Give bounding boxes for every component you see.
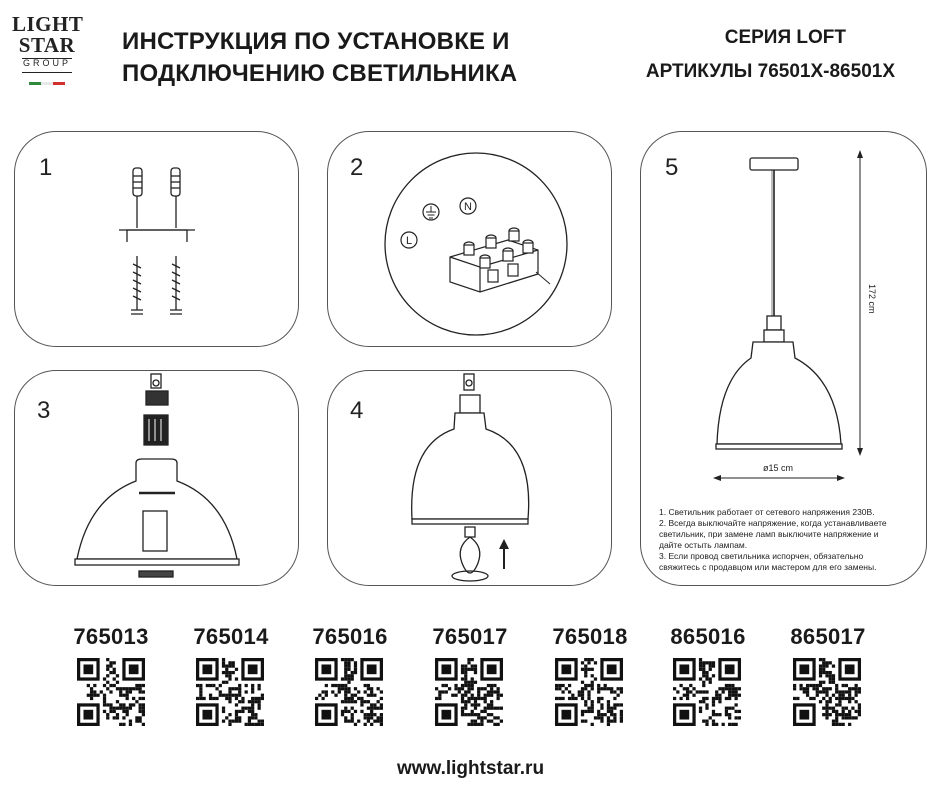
logo-text-group: GROUP bbox=[22, 58, 71, 68]
note-item: 1. Светильник работает от сетевого напряжения 230В. bbox=[659, 507, 875, 517]
qr-code-icon[interactable] bbox=[435, 658, 503, 726]
page-title bbox=[122, 26, 517, 90]
product-code: 765014 bbox=[193, 624, 269, 649]
socket-assembly-illustration bbox=[15, 371, 300, 587]
product-code: 765016 bbox=[312, 624, 388, 649]
title-line-2: ПОДКЛЮЧЕНИЮ СВЕТИЛЬНИКА bbox=[122, 60, 518, 87]
step-number: 3 bbox=[37, 397, 51, 424]
step-panel-5 bbox=[640, 131, 927, 586]
product-code: 765017 bbox=[432, 624, 508, 649]
website-link[interactable]: www.lightstar.ru bbox=[396, 758, 545, 779]
qr-code-icon[interactable] bbox=[315, 658, 383, 726]
italian-flag-icon bbox=[29, 82, 65, 85]
step-panel-4 bbox=[327, 370, 612, 586]
logo-text-star: STAR bbox=[18, 33, 76, 57]
qr-code-icon[interactable] bbox=[793, 658, 861, 726]
neutral-terminal-label: N bbox=[464, 201, 472, 213]
terminal-block-icon bbox=[450, 228, 538, 292]
product-code: 765018 bbox=[552, 624, 628, 649]
qr-code-icon[interactable] bbox=[77, 658, 145, 726]
step-panel-2 bbox=[327, 131, 612, 347]
step-number: 1 bbox=[39, 154, 53, 181]
step-number: 2 bbox=[350, 154, 364, 181]
note-item: 2. Всегда выключайте напряжение, когда устанавливаете светильник, при замене ламп выключите напряжение и дайте остыть лампам. bbox=[659, 518, 887, 550]
step-number: 4 bbox=[350, 397, 364, 424]
qr-code-icon[interactable] bbox=[196, 658, 264, 726]
product-code: 765013 bbox=[73, 624, 149, 649]
brand-logo bbox=[12, 8, 82, 98]
note-item: 3. Если провод светильника испорчен, обязательно свяжитесь с продавцом или мастером для его замены. bbox=[659, 551, 877, 572]
articles-label: АРТИКУЛЫ 76501X-86501X bbox=[645, 61, 895, 82]
product-code: 865016 bbox=[670, 624, 746, 649]
series-label: СЕРИЯ LOFT bbox=[724, 27, 846, 48]
height-dimension-label: 172 cm bbox=[867, 284, 877, 314]
product-code: 865017 bbox=[790, 624, 866, 649]
step-panel-1 bbox=[14, 131, 299, 347]
qr-code-icon[interactable] bbox=[673, 658, 741, 726]
logo-rule bbox=[22, 72, 72, 73]
qr-code-icon[interactable] bbox=[555, 658, 623, 726]
title-line-1: ИНСТРУКЦИЯ ПО УСТАНОВКЕ И bbox=[122, 28, 510, 55]
logo-text-light: LIGHT bbox=[12, 12, 84, 36]
wiring-illustration bbox=[328, 132, 613, 348]
live-terminal-label: L bbox=[405, 235, 413, 247]
bulb-install-illustration bbox=[328, 371, 613, 587]
step-panel-3 bbox=[14, 370, 299, 586]
mounting-hardware-illustration bbox=[15, 132, 300, 348]
diameter-dimension-label: ø15 cm bbox=[763, 463, 794, 473]
step-number: 5 bbox=[665, 154, 679, 181]
safety-notes bbox=[659, 507, 899, 573]
